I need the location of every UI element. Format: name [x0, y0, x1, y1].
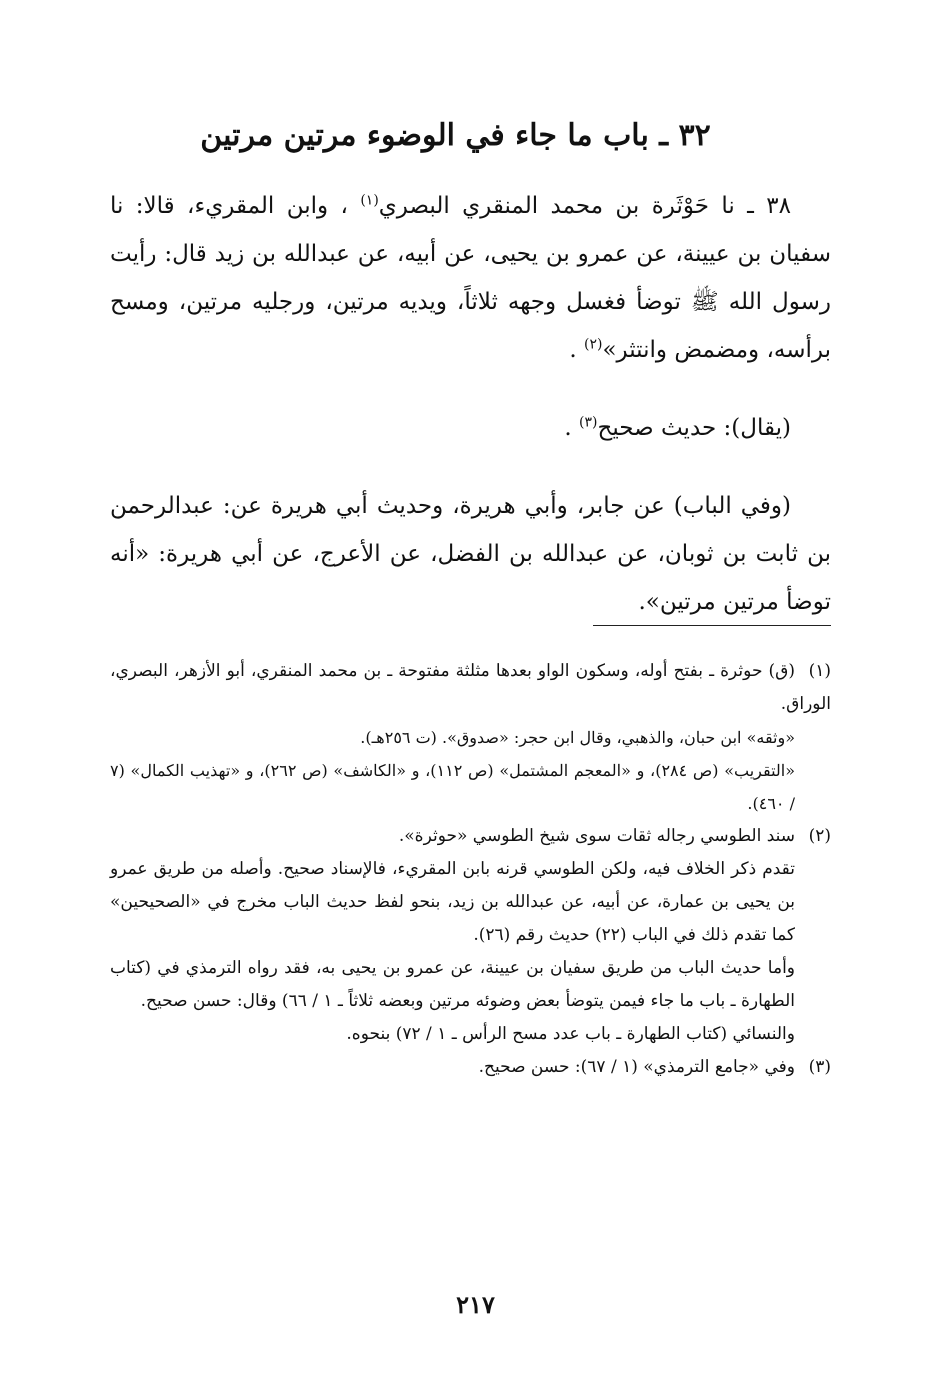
footnote-2-line4: والنسائي (كتاب الطهارة ـ باب عدد مسح الرأس ـ ١ / ٧٢) بنحوه.	[346, 1024, 795, 1044]
chapter-title: ٣٢ ـ باب ما جاء في الوضوء مرتين مرتين	[200, 118, 711, 153]
footnote-2-line2: تقدم ذكر الخلاف فيه، ولكن الطوسي قرنه بابن المقريء، فالإسناد صحيح. وأصله من طريق عمرو بن يحيى بن عمارة، عن أبيه، عن عبدالله بن زيد، بنحو لفظ حديث الباب مخرج في «الصحيحين» كما تقدم ذلك في الباب (٢٢) حديث رقم (٢٦).	[110, 859, 795, 945]
hadith-intro: ٣٨ ـ نا حَوْثَرة بن محمد المنقري البصري	[378, 193, 791, 219]
grading-end: .	[564, 415, 580, 441]
page-number: ٢١٧	[456, 1290, 495, 1319]
footnote-ref-2: (٢)	[584, 336, 603, 353]
footnote-ref-1: (١)	[360, 192, 379, 209]
hadith-end: .	[569, 337, 584, 363]
main-text	[110, 182, 831, 626]
footnote-2-number: (٢)	[808, 826, 831, 846]
footnote-ref-3: (٣)	[579, 414, 598, 431]
footnote-1-line2: «وثقه» ابن حبان، والذهبي، وقال ابن حجر: «صدوق». (ت ٢٥٦هـ).	[360, 728, 795, 747]
chapter-section-paragraph: (وفي الباب) عن جابر، وأبي هريرة، وحديث أبي هريرة عن: عبدالرحمن بن ثابت بن ثوبان، عن عبدالله بن الفضل، عن الأعرج، عن أبي هريرة: «أنه توضأ مرتين مرتين».	[110, 493, 831, 615]
footnote-3	[110, 1051, 831, 1084]
footnote-1-line1: (ق) حوثرة ـ بفتح أوله، وسكون الواو بعدها مثلثة مفتوحة ـ بن محمد المنقري، أبو الأزهر، البصري، الوراق.	[110, 661, 831, 714]
footnote-1-number: (١)	[808, 661, 831, 681]
footnote-divider	[593, 625, 831, 626]
footnote-1	[110, 655, 831, 721]
footnotes	[110, 655, 831, 1084]
footnote-2-line1: سند الطوسي رجاله ثقات سوى شيخ الطوسي «حوثرة».	[398, 826, 795, 846]
footnote-3-line1: وفي «جامع الترمذي» (١ / ٦٧): حسن صحيح.	[478, 1057, 795, 1077]
footnote-2	[110, 820, 831, 853]
grading-text: (يقال): حديث صحيح	[597, 415, 791, 441]
footnote-3-number: (٣)	[808, 1057, 831, 1077]
footnote-2-line3: وأما حديث الباب من طريق سفيان بن عيينة، عن عمرو بن يحيى به، فقد رواه الترمذي في (كتاب الطهارة ـ باب ما جاء فيمن يتوضأ بعض وضوئه مرتين وبعضه ثلاثاً ـ ١ / ٦٦) وقال: حسن صحيح.	[110, 958, 795, 1011]
hadith-paragraph	[110, 182, 831, 374]
footnote-1-line3: «التقريب» (ص ٢٨٤)، و «المعجم المشتمل» (ص ١١٢)، و «الكاشف» (ص ٢٦٢)، و «تهذيب الكمال» (٧ / ٤٦٠).	[110, 761, 796, 813]
grading-paragraph	[110, 404, 831, 452]
hadith-body: ، وابن المقريء، قالا: نا سفيان بن عيينة، عن عمرو بن يحيى، عن أبيه، عن عبدالله بن زيد قال: رأيت رسول الله ﷺ توضأ فغسل وجهه ثلاثاً، ويديه مرتين، ورجليه مرتين، ومسح برأسه، ومضمض وانتثر»	[110, 193, 831, 363]
